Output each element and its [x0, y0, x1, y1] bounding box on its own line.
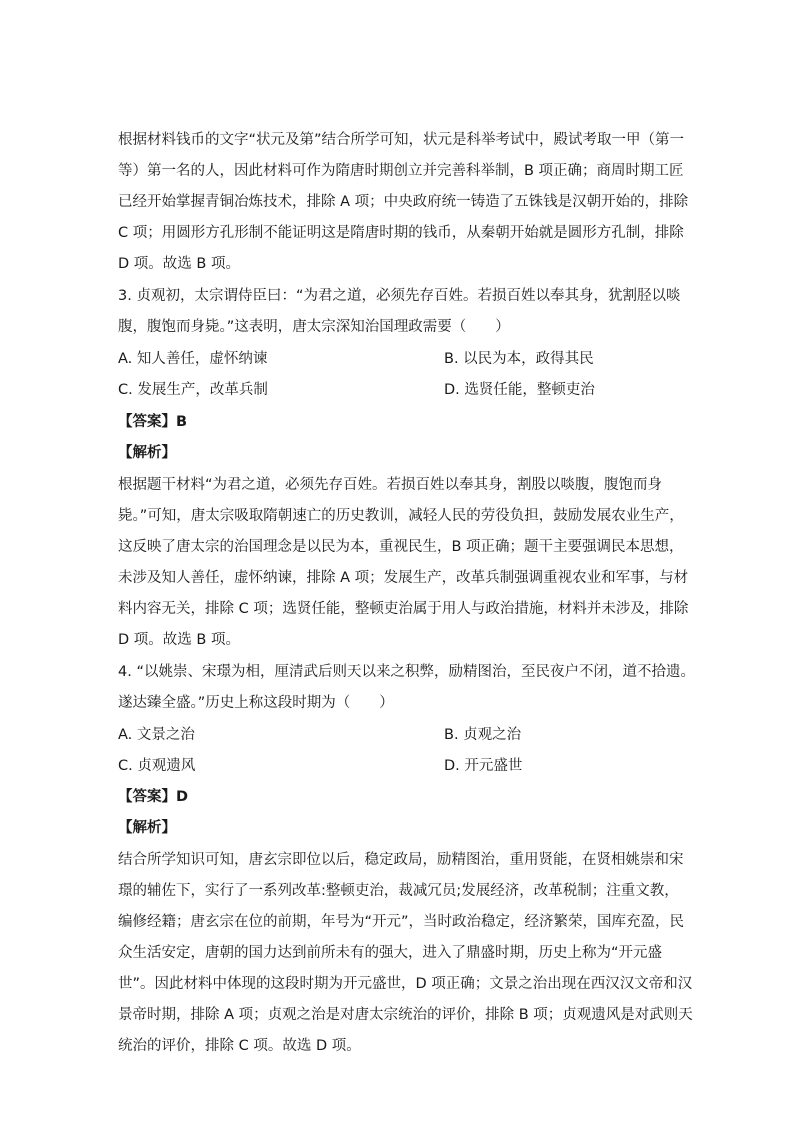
question-4-option-d: D. 开元盛世 — [444, 758, 523, 774]
question-4-option-a: A. 文景之治 — [118, 727, 195, 743]
question-4-analysis-line: 景帝时期，排除 A 项；贞观之治是对唐太宗统治的评价，排除 B 项；贞观遗风是对武则天 — [118, 1007, 693, 1023]
question-3-option-d: D. 选贤任能，整顿吏治 — [444, 382, 595, 398]
question-3-stem: 腹，腹饱而身毙。”这表明，唐太宗深知治国理政需要（ ） — [118, 319, 510, 335]
question-4-stem: 遂达臻全盛。”历史上称这段时期为（ ） — [118, 695, 394, 711]
question-4-analysis-heading: 【解析】 — [118, 820, 176, 836]
question-3-option-c: C. 发展生产，改革兵制 — [118, 382, 268, 398]
question-3-option-b: B. 以民为本，政得其民 — [444, 351, 594, 367]
question-3-analysis-line: 这反映了唐太宗的治国理念是以民为本，重视民生，B 项正确；题干主要强调民本思想， — [118, 539, 684, 555]
question-3-stem: 3. 贞观初，太宗谓侍臣曰：“为君之道，必须先存百姓。若损百姓以奉其身，犹割胫以啖 — [118, 288, 681, 304]
question-3-analysis-line: 毙。”可知，唐太宗吸取隋朝速亡的历史教训，减轻人民的劳役负担，鼓励发展农业生产， — [118, 508, 684, 524]
question-3-analysis-line: D 项。故选 B 项。 — [118, 632, 240, 648]
question-4-stem: 4. “以姚崇、宋璟为相，厘清武后则天以来之积弊，励精图治，至民夜户不闭，道不拾遗。 — [118, 664, 695, 680]
question-4-analysis-line: 众生活安定，唐朝的国力达到前所未有的强大，进入了鼎盛时期，历史上称为“开元盛 — [118, 945, 663, 961]
paragraph-line: 根据材料钱币的文字“状元及第”结合所学可知，状元是科举考试中，殿试考取一甲（第一 — [118, 132, 685, 148]
paragraph-line: 等）第一名的人，因此材料可作为隋唐时期创立并完善科举制，B 项正确；商周时期工匠 — [118, 163, 684, 179]
question-3-analysis-line: 料内容无关，排除 C 项；选贤任能，整顿吏治属于用人与政治措施，材料并未涉及，排除 — [118, 601, 689, 617]
question-4-analysis-line: 统治的评价，排除 C 项。故选 D 项。 — [118, 1038, 361, 1054]
question-3-option-a: A. 知人善任，虚怀纳谏 — [118, 351, 268, 367]
question-3-analysis-heading: 【解析】 — [118, 445, 176, 461]
question-4-option-c: C. 贞观遗风 — [118, 758, 196, 774]
question-4-analysis-line: 璟的辅佐下，实行了一系列改革:整顿吏治，裁减冗员;发展经济，改革税制；注重文教， — [118, 883, 679, 899]
paragraph-line: C 项；用圆形方孔形制不能证明这是隋唐时期的钱币，从秦朝开始就是圆形方孔制，排除 — [118, 225, 684, 241]
paragraph-line: 已经开始掌握青铜冶炼技术，排除 A 项；中央政府统一铸造了五铢钱是汉朝开始的，排除 — [118, 194, 689, 210]
question-3-answer: 【答案】B — [118, 414, 188, 430]
question-4-answer: 【答案】D — [118, 789, 189, 805]
question-4-analysis-line: 编修经籍；唐玄宗在位的前期，年号为“开元”，当时政治稳定，经济繁荣，国库充盈，民 — [118, 914, 685, 930]
question-4-analysis-line: 世”。因此材料中体现的这段时期为开元盛世，D 项正确；文景之治出现在西汉汉文帝和汉 — [118, 976, 693, 992]
question-4-analysis-line: 结合所学知识可知，唐玄宗即位以后，稳定政局，励精图治，重用贤能，在贤相姚崇和宋 — [118, 852, 684, 868]
question-4-option-b: B. 贞观之治 — [444, 727, 522, 743]
question-3-analysis-line: 根据题干材料“为君之道，必须先存百姓。若损百姓以奉其身，割股以啖腹，腹饱而身 — [118, 477, 663, 493]
question-3-analysis-line: 未涉及知人善任，虚怀纳谏，排除 A 项；发展生产，改革兵制强调重视农业和军事，与材 — [118, 570, 689, 586]
paragraph-line: D 项。故选 B 项。 — [118, 256, 240, 272]
